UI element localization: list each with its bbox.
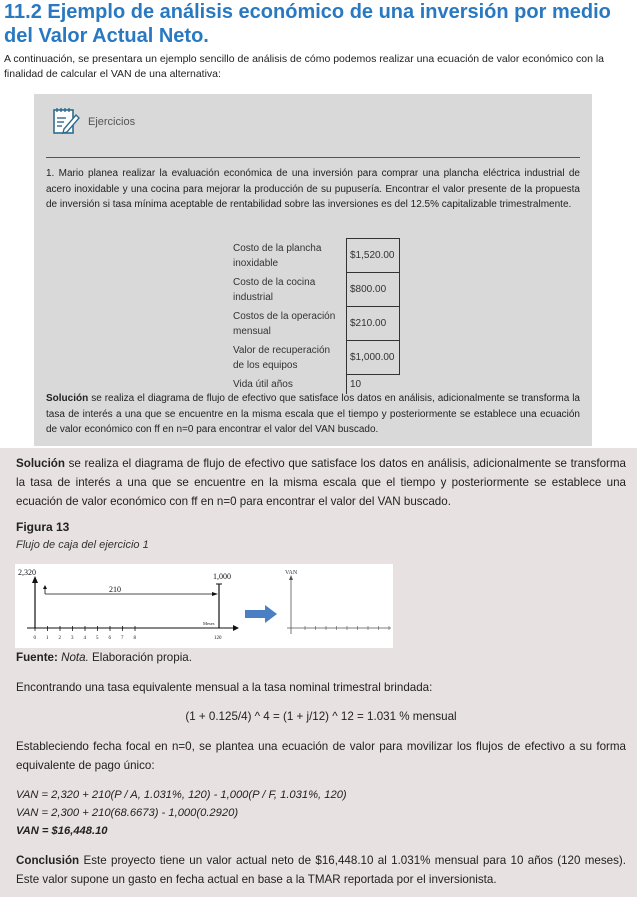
exercise-solution-label: Solución xyxy=(46,393,89,404)
exercise-data-table xyxy=(230,238,400,394)
exercise-box xyxy=(34,94,592,446)
figure-title: Figura 13 xyxy=(16,520,70,534)
conclusion-text: Este proyecto tiene un valor actual neto de $16,448.10 al 1.031% mensual para 10 años (120 meses). Este valor supone un gasto en fecha actual en base a la TMAR reportada por el inversionista. xyxy=(16,854,626,886)
payment-label: 210 xyxy=(109,585,121,594)
table-cell-label: Valor de recuperación de los equipos xyxy=(230,341,347,375)
table-row xyxy=(230,307,400,341)
solution-text: se realiza el diagrama de flujo de efectivo que satisface los datos en análisis, adicionalmente se transforma la tasa de interés a una que se encuentre en la misma escala que el tiempo y posteriormente se establece una ecuación de valor económico con ff en n=0 para encontrar el valor del VAN buscado. xyxy=(16,457,626,508)
equation-1: VAN = 2,320 + 210(P / A, 1.031%, 120) - 1,000(P / F, 1.031%, 120) xyxy=(16,789,347,801)
axis-tick-label: 6 xyxy=(108,636,111,641)
solution-label: Solución xyxy=(16,457,65,470)
table-cell-value: $1,520.00 xyxy=(347,239,400,273)
exercise-notebook-icon xyxy=(52,106,80,136)
axis-label: Meses xyxy=(203,621,215,626)
initial-cost-label: 2,320 xyxy=(18,568,36,577)
rate-intro: Encontrando una tasa equivalente mensual a la tasa nominal trimestral brindada: xyxy=(16,681,433,694)
table-cell-label: Vida útil años xyxy=(230,375,347,395)
exercise-label: Ejercicios xyxy=(88,116,136,128)
intro-paragraph: A continuación, se presentara un ejemplo sencillo de análisis de cómo podemos realizar una ecuación de valor económico con la finalidad de calcular el VAN de una alternativa: xyxy=(4,53,605,80)
axis-tick-label: 2 xyxy=(58,636,61,641)
conclusion-label: Conclusión xyxy=(16,854,80,867)
exercise-divider xyxy=(46,157,580,158)
table-row xyxy=(230,273,400,307)
table-cell-value: 10 xyxy=(347,375,400,395)
solution-section xyxy=(0,448,637,897)
source-label: Fuente xyxy=(16,651,55,664)
conclusion-paragraph xyxy=(16,851,626,889)
table-cell-value: $800.00 xyxy=(347,273,400,307)
axis-tick-label: 4 xyxy=(83,636,86,641)
source-text: Elaboración propia. xyxy=(88,651,192,664)
exercise-problem: 1. Mario planea realizar la evaluación económica de una inversión para comprar una plancha eléctrica industrial de acero inoxidable y una cocina para mejorar la producción de su pupusería. Encontrar el valor presente de la propuesta de inversión si tasa mínima aceptable de rentabilidad sobre las inversiones es del 12.5% capitalizable trimestralmente. xyxy=(46,168,580,210)
table-cell-label: Costo de la cocina industrial xyxy=(230,273,347,307)
axis-tick-label: 0 xyxy=(33,636,36,641)
table-cell-value: $210.00 xyxy=(347,307,400,341)
table-cell-value: $1,000.00 xyxy=(347,341,400,375)
rate-equation: (1 + 0.125/4) ^ 4 = (1 + j/12) ^ 12 = 1.031 % mensual xyxy=(185,710,457,723)
axis-tick-label: 8 xyxy=(133,636,136,641)
table-cell-label: Costo de la plancha inoxidable xyxy=(230,239,347,273)
van-axis-label: VAN xyxy=(285,570,298,576)
cash-flow-diagram xyxy=(15,564,393,648)
axis-tick-label: 1 xyxy=(46,636,49,641)
focal-paragraph: Estableciendo fecha focal en n=0, se plantea una ecuación de valor para movilizar los flujos de efectivo a su forma equivalente de pago único: xyxy=(16,740,626,772)
end-period-label: 120 xyxy=(214,636,222,641)
equation-3: VAN = $16,448.10 xyxy=(16,825,108,837)
axis-tick-label: 7 xyxy=(121,636,124,641)
solution-paragraph xyxy=(16,454,626,511)
salvage-label: 1,000 xyxy=(213,572,231,581)
axis-tick-label: 3 xyxy=(71,636,74,641)
figure-source: Fuente: Nota. Elaboración propia. xyxy=(16,651,192,664)
table-cell-label: Costos de la operación mensual xyxy=(230,307,347,341)
axis-tick-label: 5 xyxy=(96,636,99,641)
figure-caption: Flujo de caja del ejercicio 1 xyxy=(16,539,149,551)
exercise-solution xyxy=(46,391,580,438)
table-row xyxy=(230,239,400,273)
exercise-solution-text: se realiza el diagrama de flujo de efectivo que satisface los datos en análisis, adicionalmente se transforma la tasa de interés a una que se encuentre en la misma escala que el tiempo y posteriormente se establece una ecuación de valor económico con ff en n=0 para encontrar el valor del VAN buscado. xyxy=(46,393,580,435)
page-title: 11.2 Ejemplo de análisis económico de una inversión por medio del Valor Actual Neto. xyxy=(4,1,611,47)
equation-2: VAN = 2,300 + 210(68.6673) - 1,000(0.2920) xyxy=(16,807,239,819)
transform-arrow-icon xyxy=(245,605,277,623)
table-row xyxy=(230,341,400,375)
source-note: Nota. xyxy=(61,651,89,664)
